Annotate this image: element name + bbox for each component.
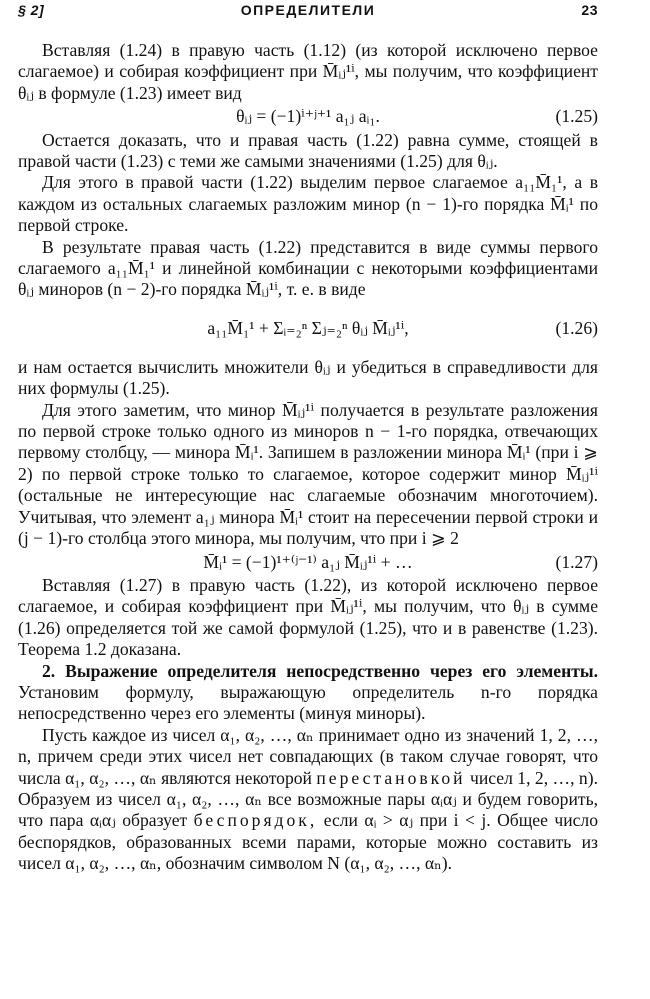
formula-1-25-number: (1.25) (555, 106, 598, 127)
formula-1-26 (18, 301, 598, 357)
page-number: 23 (581, 2, 598, 18)
formula-1-25-expression: θᵢⱼ = (−1)ⁱ⁺ʲ⁺¹ a₁ⱼ aᵢ₁. (236, 106, 380, 127)
section-marker: § 2] (18, 2, 45, 18)
paragraph-2: Остается доказать, что и правая часть (1.22) равна сумме, стоящей в правой части (1.23) с теми же самыми значениями (1.25) для θᵢⱼ. (18, 129, 598, 172)
formula-1-26-expression: a₁₁M̄₁¹ + Σᵢ₌₂ⁿ Σⱼ₌₂ⁿ θᵢⱼ M̄ᵢⱼ¹ⁱ, (207, 317, 409, 338)
formula-1-27-number: (1.27) (555, 551, 598, 572)
paragraph-8-text: Установим формулу, выражающую определитель n-го порядка непосредственно через его элементы (минуя миноры). (18, 681, 598, 724)
paragraph-3: Для этого в правой части (1.22) выделим первое слагаемое a₁₁M̄₁¹, а в каждом из остальных слагаемых разложим минор (n − 1)-го порядка M̄ᵢ¹ по первой строке. (18, 172, 598, 236)
paragraph-9 (18, 725, 598, 875)
term-permutation: перестановкой (316, 767, 466, 788)
chapter-title: ОПРЕДЕЛИТЕЛИ (240, 2, 376, 18)
paragraph-1: Вставляя (1.24) в правую часть (1.12) (из которой исключено первое слагаемое) и собирая коэффициент при M̄ᵢⱼ¹ⁱ, мы получим, что коэффициент θᵢⱼ в формуле (1.23) имеет вид (18, 40, 598, 103)
paragraph-6: Для этого заметим, что минор M̄ᵢⱼ¹ⁱ получается в результате разложения по первой строке только одного из миноров n − 1-го порядка, отвечающих первому столбцу, — минора M̄ᵢ¹. Запишем в разложении минора M̄ᵢ¹ (при i ⩾ 2) по первой строке только то слагаемое, которое содержит минор M̄ᵢⱼ¹ⁱ (остальные не интересующие нас слагаемые обозначим многоточием). Учитывая, что элемент a₁ⱼ минора M̄ᵢ¹ стоит на пересечении первой строки и (j − 1)-го столбца этого минора, мы получим, что при i ⩾ 2 (18, 399, 598, 549)
paragraph-5: и нам остается вычислить множители θᵢⱼ и убедиться в справедливости для них формулы (1.25). (18, 356, 598, 399)
formula-1-26-number: (1.26) (555, 317, 598, 338)
paragraph-9-part-b: чисел 1, 2, …, n). Образуем из чисел α₁, α₂, …, αₙ все возможные пары αᵢαⱼ и будем говорить, что пара αᵢαⱼ образует (18, 767, 598, 831)
term-inversion: беспорядок, (193, 810, 318, 831)
paragraph-9-part-c: если αᵢ > αⱼ при i < j. Общее число беспорядков, образованных всеми парами, которые можно составить из чисел α₁, α₂, …, αₙ, обозначим символом N (α₁, α₂, …, αₙ). (18, 810, 599, 874)
paragraph-9-part-a: Пусть каждое из чисел α₁, α₂, …, αₙ принимает одно из значений 1, 2, …, n, причем среди этих чисел нет совпадающих (в таком случае говорят, что числа α₁, α₂, …, αₙ являются некоторой (18, 724, 598, 788)
subsection-heading: 2. Выражение определителя непосредственно через его элементы. (42, 660, 598, 681)
paragraph-4: В результате правая часть (1.22) представится в виде суммы первого слагаемого a₁₁M̄₁¹ и линейной комбинации с некоторыми коэффициентами θᵢⱼ миноров (n − 2)-го порядка M̄ᵢⱼ¹ⁱ, т. е. в виде (18, 236, 598, 300)
formula-1-27-expression: M̄ᵢ¹ = (−1)¹⁺⁽ʲ⁻¹⁾ a₁ⱼ M̄ᵢⱼ¹ⁱ + … (203, 551, 413, 572)
paragraph-7: Вставляя (1.27) в правую часть (1.22), из которой исключено первое слагаемое, и собирая коэффициент при M̄ᵢⱼ¹ⁱ, мы получим, что θᵢⱼ в сумме (1.26) определяется той же самой формулой (1.25), что и в равенстве (1.23). Теорема 1.2 доказана. (18, 574, 598, 660)
formula-1-27 (18, 552, 598, 573)
paragraph-8 (18, 661, 598, 725)
formula-1-25 (18, 106, 598, 127)
page-body (18, 40, 598, 875)
running-header (18, 2, 598, 22)
